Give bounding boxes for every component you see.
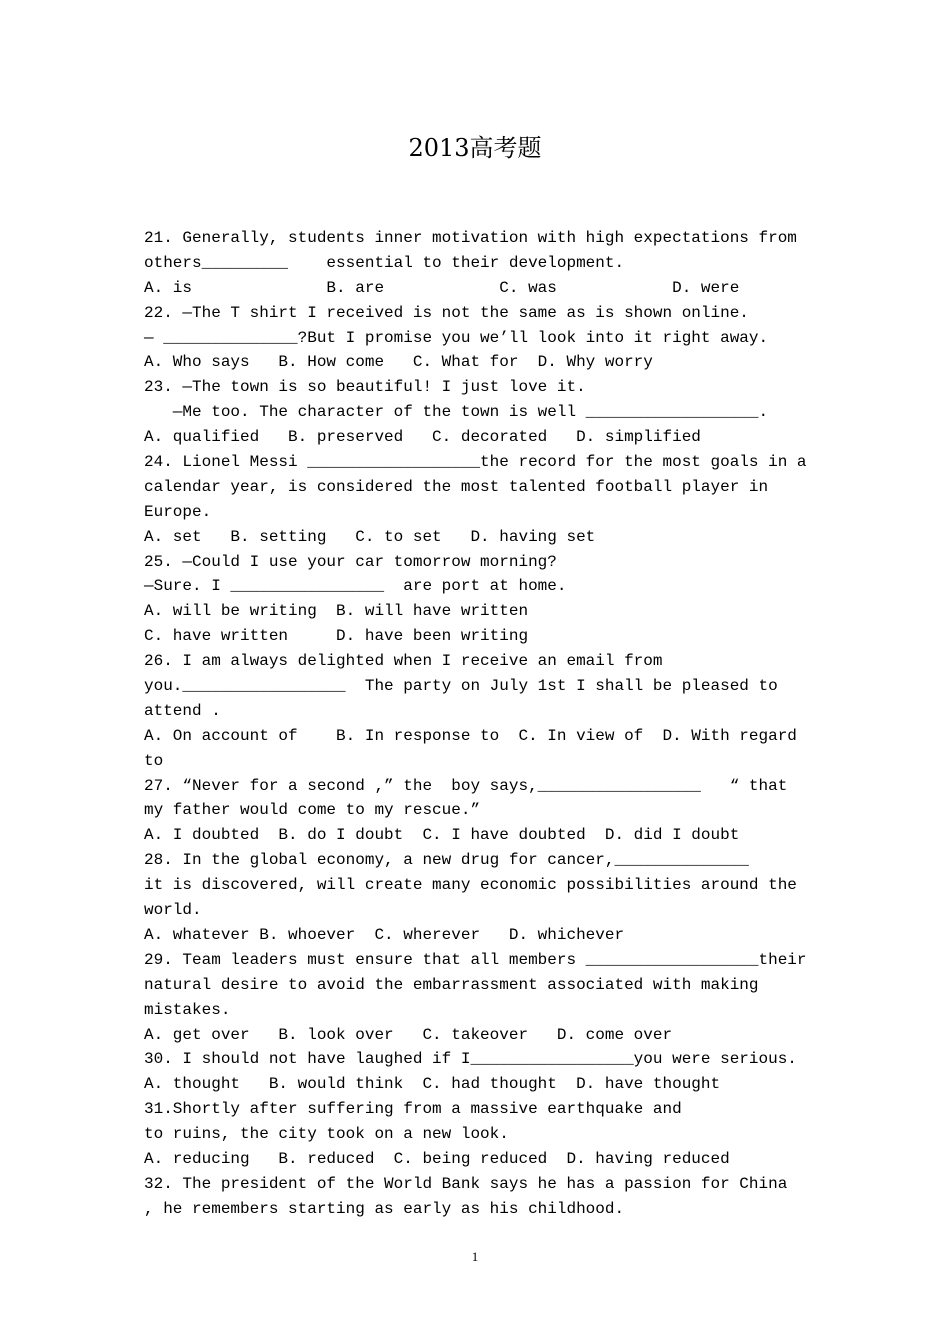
text-line: 24. Lionel Messi __________________the record for the most goals in a bbox=[144, 453, 807, 472]
text-line: A. will be writing B. will have written bbox=[144, 602, 529, 621]
text-line: it is discovered, will create many economic possibilities around the bbox=[144, 876, 797, 895]
text-line: — ______________?But I promise you we’ll look into it right away. bbox=[144, 328, 769, 347]
question-text bbox=[144, 226, 824, 1222]
text-line: C. have written D. have been writing bbox=[144, 627, 529, 646]
text-line: A. get over B. look over C. takeover D. come over bbox=[144, 1025, 673, 1044]
text-line: 29. Team leaders must ensure that all members __________________their bbox=[144, 950, 807, 969]
text-line: 30. I should not have laughed if I_________________you were serious. bbox=[144, 1050, 797, 1069]
text-line: 32. The president of the World Bank says he has a passion for China bbox=[144, 1174, 788, 1193]
page-title: 2013高考题 bbox=[408, 134, 542, 162]
text-line: 25. —Could I use your car tomorrow morning? bbox=[144, 552, 557, 571]
text-line: 22. —The T shirt I received is not the same as is shown online. bbox=[144, 303, 749, 322]
text-line: 31.Shortly after suffering from a massive earthquake and bbox=[144, 1100, 682, 1119]
text-line: —Sure. I ________________ are port at home. bbox=[144, 577, 567, 596]
text-line: 23. —The town is so beautiful! I just love it. bbox=[144, 378, 586, 397]
text-line: , he remembers starting as early as his childhood. bbox=[144, 1199, 625, 1218]
text-line: Europe. bbox=[144, 502, 212, 521]
text-line: A. I doubted B. do I doubt C. I have doubted D. did I doubt bbox=[144, 826, 740, 845]
text-line: —Me too. The character of the town is well __________________. bbox=[144, 403, 769, 422]
text-line: A. Who says B. How come C. What for D. Why worry bbox=[144, 353, 653, 372]
page-number: 1 bbox=[471, 1249, 479, 1264]
text-line: attend . bbox=[144, 701, 221, 720]
text-line: natural desire to avoid the embarrassment associated with making bbox=[144, 975, 759, 994]
text-line: you._________________ The party on July 1st I shall be pleased to bbox=[144, 677, 778, 696]
text-line: mistakes. bbox=[144, 1000, 231, 1019]
text-line: A. set B. setting C. to set D. having set bbox=[144, 527, 596, 546]
text-line: calendar year, is considered the most talented football player in bbox=[144, 477, 769, 496]
text-line: A. reducing B. reduced C. being reduced D. having reduced bbox=[144, 1149, 730, 1168]
text-line: A. On account of B. In response to C. In view of D. With regard bbox=[144, 726, 797, 745]
text-line: others_________ essential to their development. bbox=[144, 253, 625, 272]
text-line: world. bbox=[144, 901, 202, 920]
text-line: 27. “Never for a second ,” the boy says,_________________ “ that bbox=[144, 776, 788, 795]
text-line: 28. In the global economy, a new drug for cancer,______________ bbox=[144, 851, 749, 870]
text-line: A. is B. are C. was D. were bbox=[144, 278, 740, 297]
text-line: 26. I am always delighted when I receive an email from bbox=[144, 652, 663, 671]
text-line: my father would come to my rescue.” bbox=[144, 801, 481, 820]
text-line: to bbox=[144, 751, 164, 770]
text-line: A. qualified B. preserved C. decorated D. simplified bbox=[144, 428, 701, 447]
text-line: A. thought B. would think C. had thought D. have thought bbox=[144, 1075, 721, 1094]
text-line: 21. Generally, students inner motivation with high expectations from bbox=[144, 229, 797, 247]
text-line: A. whatever B. whoever C. wherever D. whichever bbox=[144, 925, 625, 944]
text-line: to ruins, the city took on a new look. bbox=[144, 1125, 509, 1144]
